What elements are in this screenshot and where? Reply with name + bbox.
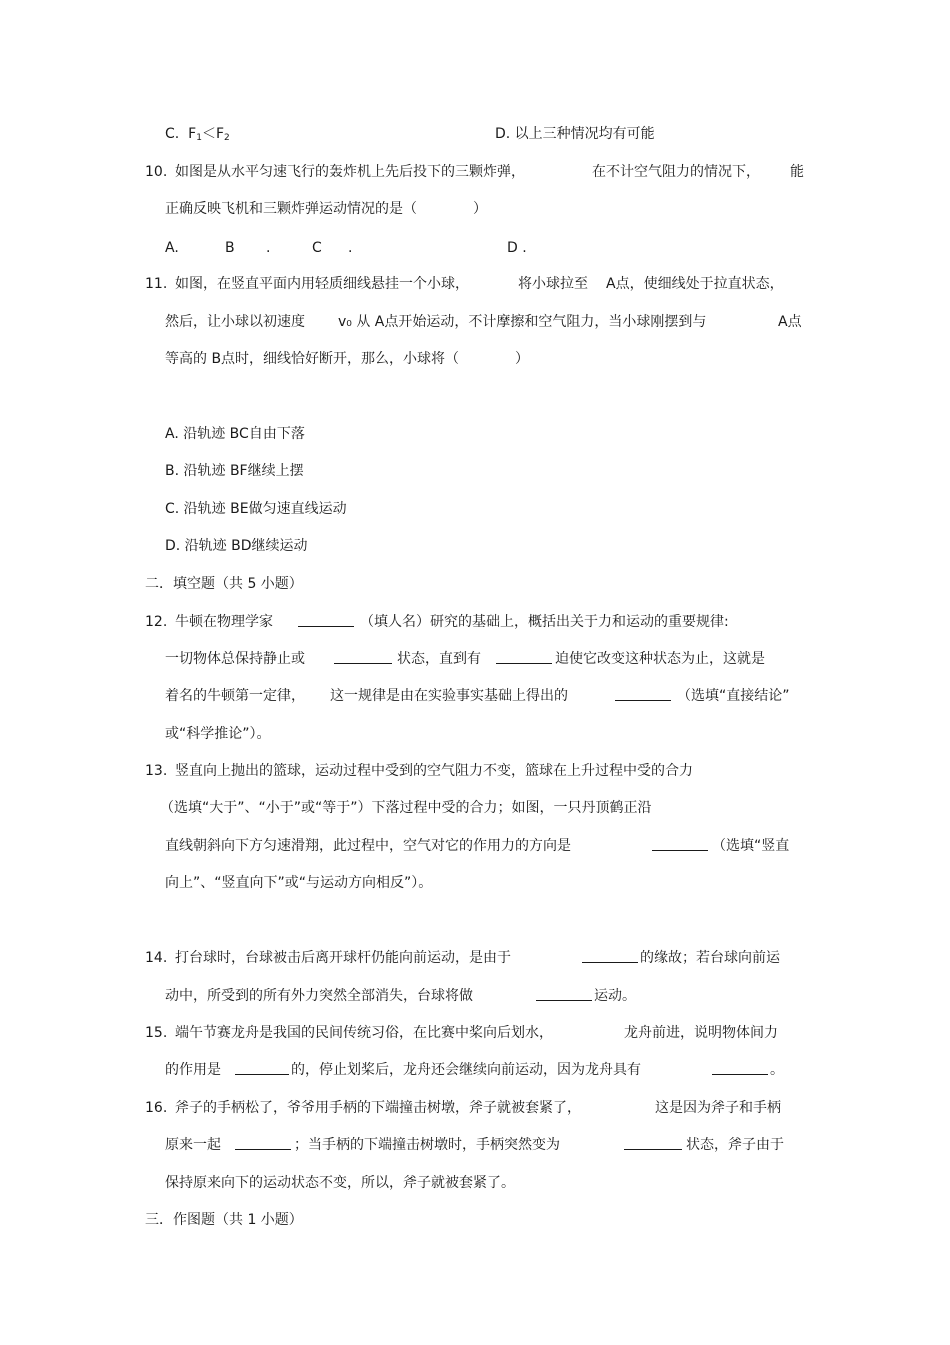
q12-blank-4[interactable] bbox=[613, 686, 673, 707]
q10-option-b-dot: . bbox=[266, 240, 271, 256]
q11-option-c: C. 沿轨迹 BE做匀速直线运动 bbox=[165, 501, 347, 517]
q11-option-b: B. 沿轨迹 BF继续上摆 bbox=[165, 463, 304, 479]
q14-line2b: 运动。 bbox=[594, 988, 636, 1004]
q14-line1a: 打台球时，台球被击后离开球杆仍能向前运动，是由于 bbox=[175, 950, 511, 966]
q15-line1b: 龙舟前进，说明物体间力 bbox=[624, 1025, 778, 1041]
q10-option-a: A. bbox=[165, 240, 179, 256]
q15-line2b: 的，停止划桨后，龙舟还会继续向前运动，因为龙舟具有 bbox=[291, 1062, 641, 1078]
q10-line1c: 能 bbox=[790, 164, 804, 180]
q11-option-d: D. 沿轨迹 BD继续运动 bbox=[165, 538, 308, 554]
section-3-heading: 三．作图题（共 1 小题） bbox=[145, 1212, 303, 1228]
q16-line1b: 这是因为斧子和手柄 bbox=[655, 1100, 781, 1116]
q12-number: 12. bbox=[145, 614, 168, 630]
q10-option-d: D . bbox=[507, 240, 527, 256]
q11-line2a: 然后，让小球以初速度 bbox=[165, 314, 305, 330]
section-2-heading: 二．填空题（共 5 小题） bbox=[145, 576, 303, 592]
q11-line1a: 如图，在竖直平面内用轻质细线悬挂一个小球， bbox=[175, 276, 469, 292]
q14-blank-1[interactable] bbox=[580, 948, 640, 969]
q14-line2a: 动中，所受到的所有外力突然全部消失，台球将做 bbox=[165, 988, 473, 1004]
q15-blank-1[interactable] bbox=[233, 1060, 291, 1081]
q12-blank-1[interactable] bbox=[296, 612, 356, 633]
q12-line3c: （选填“直接结论” bbox=[677, 688, 790, 704]
q12-line2a: 一切物体总保持静止或 bbox=[165, 651, 305, 667]
q13-number: 13. bbox=[145, 763, 168, 779]
q13-line1: 竖直向上抛出的篮球，运动过程中受到的空气阻力不变，篮球在上升过程中受的合力 bbox=[175, 763, 693, 779]
q10-option-c: C bbox=[312, 240, 322, 256]
q14-number: 14. bbox=[145, 950, 168, 966]
q10-line1b: 在不计空气阻力的情况下， bbox=[592, 164, 760, 180]
q15-line2c: 。 bbox=[770, 1062, 784, 1078]
q10-number: 10. bbox=[145, 164, 168, 180]
q12-blank-2[interactable] bbox=[332, 649, 394, 670]
q11-option-a: A. 沿轨迹 BC自由下落 bbox=[165, 426, 305, 442]
q15-line2a: 的作用是 bbox=[165, 1062, 221, 1078]
q13-blank-1[interactable] bbox=[650, 836, 710, 857]
q15-blank-2[interactable] bbox=[710, 1060, 770, 1081]
q16-line2c: 状态，斧子由于 bbox=[686, 1137, 784, 1153]
q16-line1a: 斧子的手柄松了，爷爷用手柄的下端撞击树墩，斧子就被套紧了， bbox=[175, 1100, 581, 1116]
q9-option-c: C. $F_1<F_2$ bbox=[165, 126, 230, 143]
q12-line4: 或“科学推论”）。 bbox=[165, 726, 271, 742]
q11-line3: 等高的 B点时，细线恰好断开，那么，小球将（ ） bbox=[165, 351, 530, 367]
q13-line3b: （选填“竖直 bbox=[712, 838, 790, 854]
q11-line2b: v₀ 从 A点开始运动，不计摩擦和空气阻力，当小球刚摆到与 bbox=[338, 314, 707, 330]
q13-line2: （选填“大于”、“小于”或“等于”）下落过程中受的合力；如图，一只丹顶鹤正沿 bbox=[160, 800, 652, 816]
q12-line3a: 着名的牛顿第一定律， bbox=[165, 688, 305, 704]
q11-number: 11. bbox=[145, 276, 168, 292]
q10-option-c-dot: . bbox=[348, 240, 353, 256]
q16-line2b: ；当手柄的下端撞击树墩时，手柄突然变为 bbox=[294, 1137, 560, 1153]
q15-line1a: 端午节赛龙舟是我国的民间传统习俗，在比赛中桨向后划水， bbox=[175, 1025, 553, 1041]
q12-line2b: 状态，直到有 bbox=[397, 651, 481, 667]
q13-line3a: 直线朝斜向下方匀速滑翔，此过程中，空气对它的作用力的方向是 bbox=[165, 838, 571, 854]
q12-line1a: 牛顿在物理学家 bbox=[175, 614, 273, 630]
q16-number: 16. bbox=[145, 1100, 168, 1116]
q16-blank-1[interactable] bbox=[233, 1135, 293, 1156]
q9-option-d: D. 以上三种情况均有可能 bbox=[495, 126, 655, 142]
q10-option-b: B bbox=[225, 240, 235, 256]
q11-line1c: A点，使细线处于拉直状态， bbox=[606, 276, 784, 292]
q12-line1b: （填人名）研究的基础上，概括出关于力和运动的重要规律: bbox=[360, 614, 729, 630]
q10-line2: 正确反映飞机和三颗炸弹运动情况的是（ ） bbox=[165, 201, 487, 217]
q12-blank-3[interactable] bbox=[494, 649, 554, 670]
q11-line2c: A点 bbox=[778, 314, 802, 330]
q11-line1b: 将小球拉至 bbox=[518, 276, 588, 292]
q14-line1b: 的缘故；若台球向前运 bbox=[640, 950, 780, 966]
q16-line3: 保持原来向下的运动状态不变，所以，斧子就被套紧了。 bbox=[165, 1175, 515, 1191]
q13-line4: 向上”、“竖直向下”或“与运动方向相反”）。 bbox=[165, 875, 433, 891]
q14-blank-2[interactable] bbox=[534, 986, 594, 1007]
q12-line2c: 迫使它改变这种状态为止，这就是 bbox=[555, 651, 765, 667]
q12-line3b: 这一规律是由在实验事实基础上得出的 bbox=[330, 688, 568, 704]
q16-line2a: 原来一起 bbox=[165, 1137, 221, 1153]
q10-line1a: 如图是从水平匀速飞行的轰炸机上先后投下的三颗炸弹， bbox=[175, 164, 525, 180]
q15-number: 15. bbox=[145, 1025, 168, 1041]
q16-blank-2[interactable] bbox=[622, 1135, 684, 1156]
